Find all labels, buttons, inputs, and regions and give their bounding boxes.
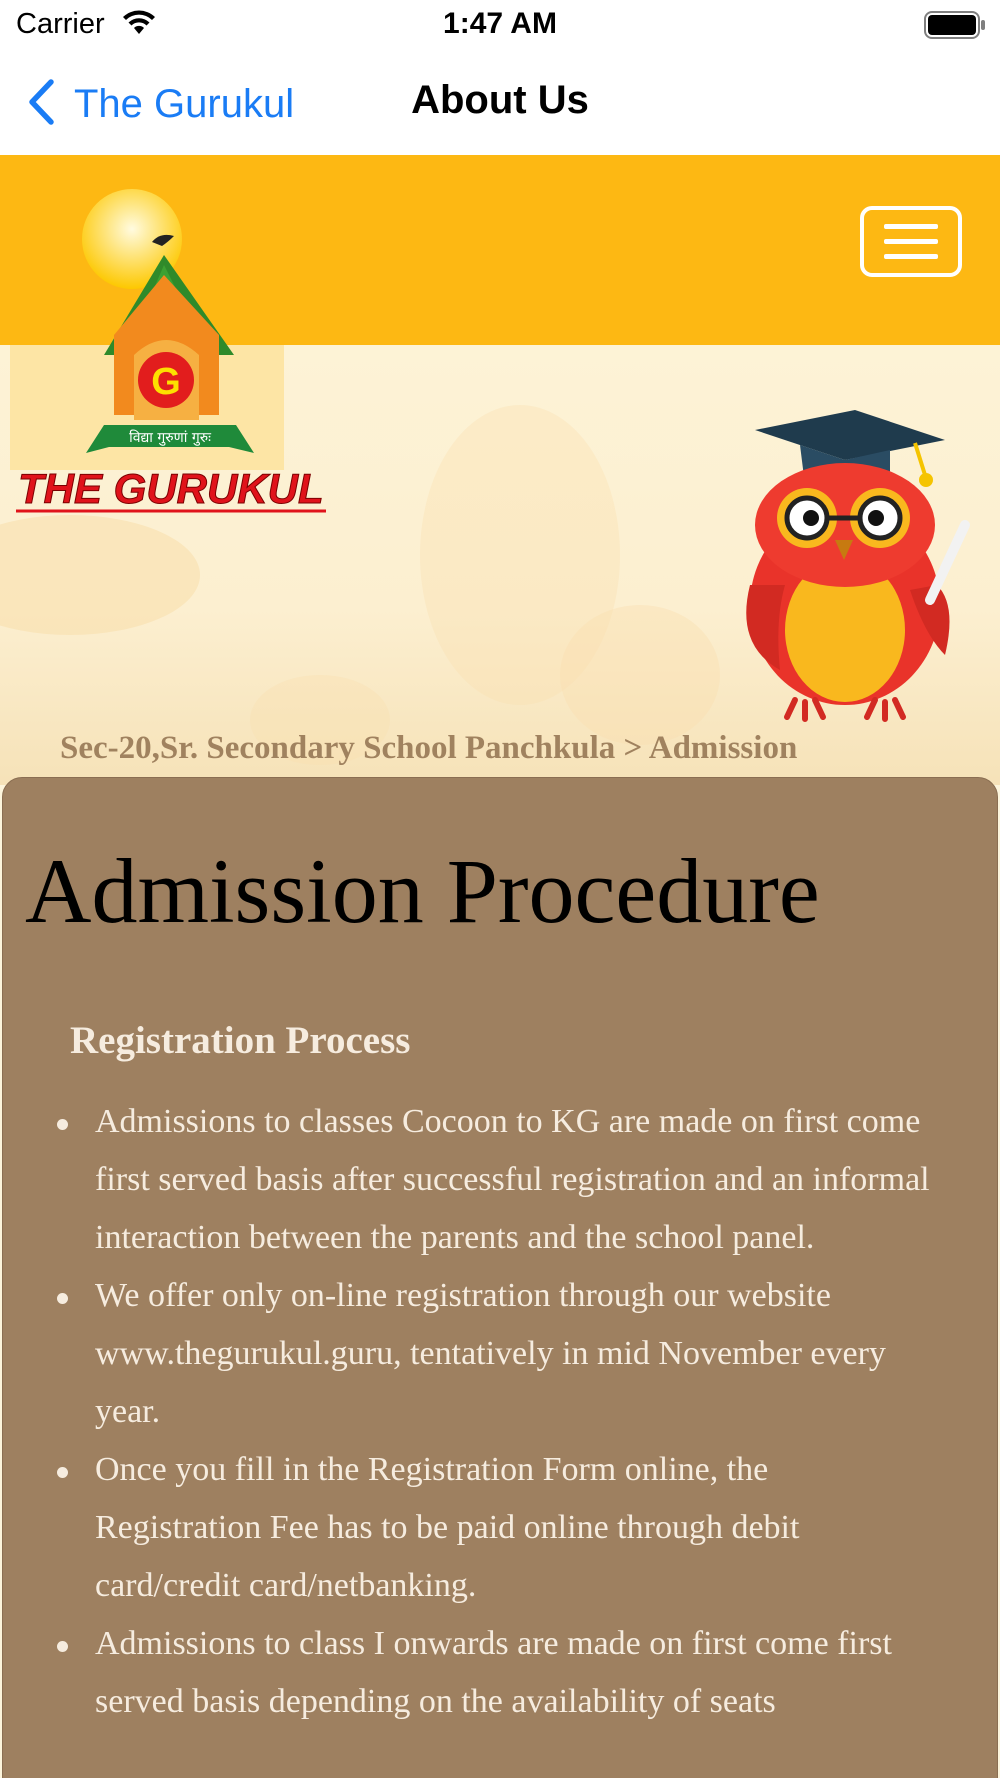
page-title: About Us bbox=[411, 78, 589, 122]
menu-icon bbox=[884, 224, 938, 229]
owl-mascot-image bbox=[725, 405, 975, 725]
bullet-icon bbox=[57, 1467, 68, 1478]
back-button-label: The Gurukul bbox=[74, 81, 295, 126]
status-bar bbox=[0, 0, 1000, 52]
list-item: We offer only on-line registration through our website www.thegurukul.guru, tentatively in mid November every year. bbox=[53, 1267, 933, 1441]
web-view[interactable] bbox=[0, 155, 1000, 1778]
bullet-icon bbox=[57, 1119, 68, 1130]
logo-wordmark: THE GURUKUL bbox=[18, 465, 324, 512]
list-item: Admissions to classes Cocoon to KG are made on first come first served basis after successful registration and an informal interaction between the parents and the school panel. bbox=[53, 1093, 933, 1267]
bullet-icon bbox=[57, 1293, 68, 1304]
battery-icon bbox=[924, 11, 986, 44]
list-item: Once you fill in the Registration Form online, the Registration Fee has to be paid online through debit card/credit card/netbanking. bbox=[53, 1441, 933, 1615]
breadcrumb: Sec-20,Sr. Secondary School Panchkula > Admission bbox=[60, 730, 798, 766]
school-logo[interactable] bbox=[14, 185, 334, 525]
logo-motto: विद्या गुरुणां गुरुः bbox=[129, 430, 211, 446]
registration-list bbox=[53, 1093, 933, 1731]
navigation-bar bbox=[0, 52, 1000, 156]
svg-text:G: G bbox=[151, 361, 181, 403]
admission-procedure-heading: Admission Procedure bbox=[25, 840, 820, 942]
content-panel bbox=[2, 777, 998, 1778]
carrier-label: Carrier bbox=[16, 8, 105, 40]
list-item: Admissions to class I onwards are made on first come first served basis depending on the availability of seats bbox=[53, 1615, 933, 1731]
clock: 1:47 AM bbox=[443, 7, 557, 40]
hamburger-menu-button[interactable] bbox=[860, 206, 962, 277]
registration-process-heading: Registration Process bbox=[70, 1019, 411, 1062]
bullet-icon bbox=[57, 1641, 68, 1652]
